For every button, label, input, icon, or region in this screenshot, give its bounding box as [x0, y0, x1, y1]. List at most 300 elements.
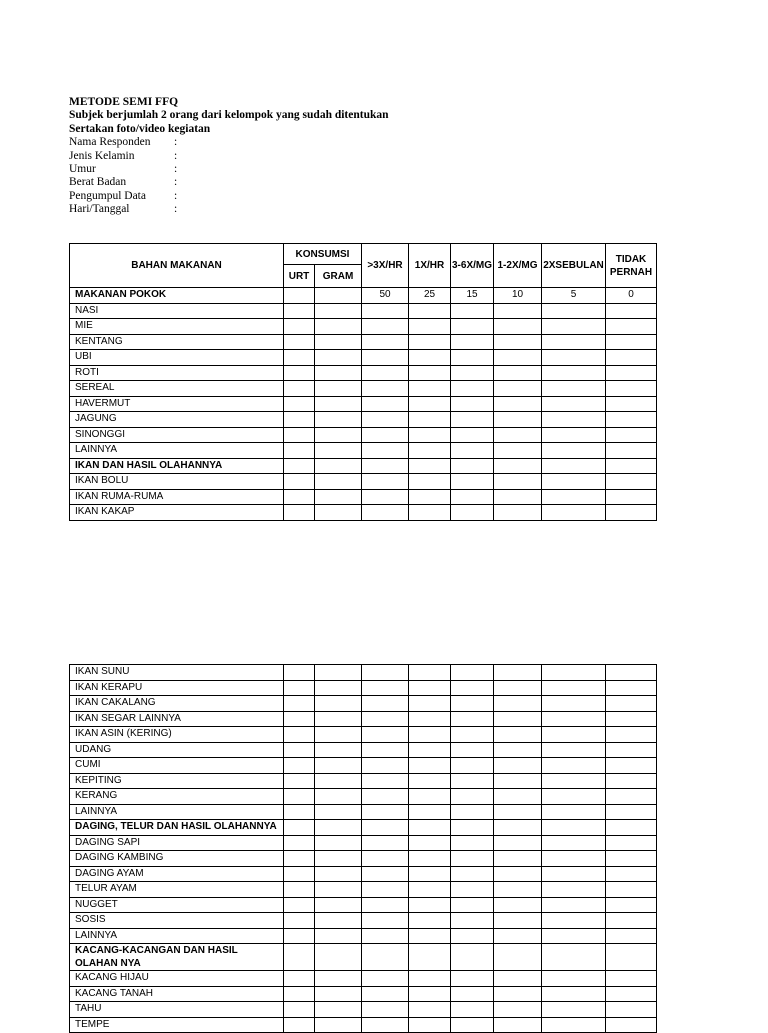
gram-cell[interactable]: [315, 443, 362, 459]
freq-1x-hr-cell[interactable]: [409, 319, 451, 335]
freq-1-2x-mg-cell[interactable]: [494, 773, 542, 789]
urt-cell[interactable]: [284, 303, 315, 319]
freq-1x-hr-cell[interactable]: [409, 474, 451, 490]
freq-1-2x-mg-cell[interactable]: [494, 866, 542, 882]
freq-1-2x-mg-cell[interactable]: [494, 820, 542, 836]
gram-cell[interactable]: [315, 288, 362, 304]
tidak-pernah-cell[interactable]: [606, 1002, 657, 1018]
freq-2x-sebulan-cell[interactable]: [542, 944, 606, 971]
urt-cell[interactable]: [284, 505, 315, 521]
urt-cell[interactable]: [284, 396, 315, 412]
freq-3x-hr-cell[interactable]: [362, 928, 409, 944]
freq-3x-hr-cell[interactable]: [362, 820, 409, 836]
urt-cell[interactable]: [284, 804, 315, 820]
freq-3-6x-mg-cell[interactable]: [451, 365, 494, 381]
freq-2x-sebulan-cell[interactable]: [542, 365, 606, 381]
freq-3-6x-mg-cell[interactable]: [451, 396, 494, 412]
urt-cell[interactable]: [284, 680, 315, 696]
freq-2x-sebulan-cell[interactable]: [542, 773, 606, 789]
freq-3x-hr-cell[interactable]: [362, 727, 409, 743]
gram-cell[interactable]: [315, 758, 362, 774]
gram-cell[interactable]: [315, 835, 362, 851]
gram-cell[interactable]: [315, 727, 362, 743]
freq-1x-hr-cell[interactable]: [409, 489, 451, 505]
freq-1-2x-mg-cell[interactable]: [494, 334, 542, 350]
urt-cell[interactable]: [284, 350, 315, 366]
freq-1x-hr-cell[interactable]: [409, 1017, 451, 1033]
ffq-table-1: [69, 243, 657, 521]
freq-3x-hr-cell[interactable]: [362, 1002, 409, 1018]
freq-2x-sebulan-cell[interactable]: [542, 727, 606, 743]
urt-cell[interactable]: [284, 1002, 315, 1018]
tidak-pernah-cell[interactable]: [606, 443, 657, 459]
tidak-pernah-cell[interactable]: [606, 727, 657, 743]
freq-1-2x-mg-cell[interactable]: [494, 986, 542, 1002]
gram-cell[interactable]: [315, 665, 362, 681]
freq-1-2x-mg-cell[interactable]: [494, 443, 542, 459]
freq-1-2x-mg-cell[interactable]: [494, 789, 542, 805]
gram-cell[interactable]: [315, 897, 362, 913]
freq-2x-sebulan-cell[interactable]: [542, 665, 606, 681]
gram-cell[interactable]: [315, 1017, 362, 1033]
tidak-pernah-cell[interactable]: [606, 820, 657, 836]
freq-3-6x-mg-cell[interactable]: [451, 986, 494, 1002]
tidak-pernah-cell[interactable]: [606, 396, 657, 412]
freq-2x-sebulan-cell[interactable]: [542, 319, 606, 335]
freq-3x-hr-cell[interactable]: [362, 350, 409, 366]
gram-cell[interactable]: [315, 789, 362, 805]
freq-3x-hr-cell[interactable]: [362, 680, 409, 696]
freq-2x-sebulan-cell[interactable]: [542, 820, 606, 836]
freq-1x-hr-cell[interactable]: [409, 696, 451, 712]
urt-cell[interactable]: [284, 944, 315, 971]
tidak-pernah-cell[interactable]: [606, 882, 657, 898]
urt-cell[interactable]: [284, 319, 315, 335]
freq-1x-hr-cell[interactable]: [409, 303, 451, 319]
freq-3x-hr-cell[interactable]: [362, 711, 409, 727]
urt-cell[interactable]: [284, 412, 315, 428]
freq-1x-hr-cell[interactable]: [409, 334, 451, 350]
freq-3x-hr-cell[interactable]: [362, 365, 409, 381]
freq-1-2x-mg-cell[interactable]: [494, 944, 542, 971]
tidak-pernah-cell[interactable]: [606, 773, 657, 789]
urt-cell[interactable]: [284, 897, 315, 913]
freq-1x-hr-cell[interactable]: [409, 789, 451, 805]
urt-cell[interactable]: [284, 458, 315, 474]
tidak-pernah-cell[interactable]: [606, 427, 657, 443]
freq-3x-hr-cell[interactable]: [362, 443, 409, 459]
tidak-pernah-cell[interactable]: [606, 412, 657, 428]
urt-cell[interactable]: [284, 866, 315, 882]
freq-3-6x-mg-cell[interactable]: [451, 427, 494, 443]
gram-cell[interactable]: [315, 851, 362, 867]
freq-1x-hr-cell[interactable]: [409, 665, 451, 681]
freq-1-2x-mg-cell[interactable]: [494, 1002, 542, 1018]
freq-1x-hr-cell[interactable]: [409, 866, 451, 882]
freq-1-2x-mg-cell[interactable]: [494, 696, 542, 712]
freq-1x-hr-cell[interactable]: [409, 851, 451, 867]
freq-3x-hr-cell[interactable]: [362, 758, 409, 774]
freq-3x-hr-cell[interactable]: [362, 381, 409, 397]
tidak-pernah-cell[interactable]: [606, 897, 657, 913]
freq-2x-sebulan-cell[interactable]: [542, 851, 606, 867]
freq-3-6x-mg-cell[interactable]: [451, 804, 494, 820]
freq-1-2x-mg-cell[interactable]: [494, 427, 542, 443]
freq-2x-sebulan-cell[interactable]: [542, 866, 606, 882]
freq-3x-hr-cell[interactable]: [362, 396, 409, 412]
freq-3-6x-mg-cell[interactable]: [451, 458, 494, 474]
freq-3x-hr-cell[interactable]: [362, 742, 409, 758]
gram-cell[interactable]: [315, 489, 362, 505]
tidak-pernah-cell[interactable]: [606, 711, 657, 727]
freq-1-2x-mg-cell[interactable]: [494, 835, 542, 851]
freq-3x-hr-cell[interactable]: [362, 458, 409, 474]
freq-3-6x-mg-cell[interactable]: [451, 820, 494, 836]
freq-3-6x-mg-cell[interactable]: [451, 696, 494, 712]
tidak-pernah-cell[interactable]: [606, 696, 657, 712]
gram-cell[interactable]: [315, 458, 362, 474]
gram-cell[interactable]: [315, 913, 362, 929]
urt-cell[interactable]: [284, 928, 315, 944]
freq-1-2x-mg-cell[interactable]: [494, 680, 542, 696]
tidak-pernah-cell[interactable]: [606, 665, 657, 681]
tidak-pernah-cell[interactable]: [606, 365, 657, 381]
freq-2x-sebulan-cell[interactable]: [542, 505, 606, 521]
tidak-pernah-cell[interactable]: [606, 944, 657, 971]
freq-3-6x-mg-cell[interactable]: [451, 319, 494, 335]
freq-1-2x-mg-cell[interactable]: [494, 412, 542, 428]
freq-1x-hr-cell[interactable]: [409, 928, 451, 944]
freq-3-6x-mg-cell[interactable]: [451, 711, 494, 727]
gram-cell[interactable]: [315, 928, 362, 944]
freq-1x-hr-cell[interactable]: [409, 882, 451, 898]
freq-1-2x-mg-cell[interactable]: [494, 319, 542, 335]
freq-3x-hr-cell[interactable]: [362, 412, 409, 428]
urt-cell[interactable]: [284, 711, 315, 727]
freq-1-2x-mg-cell[interactable]: [494, 458, 542, 474]
freq-2x-sebulan-cell[interactable]: [542, 928, 606, 944]
freq-1-2x-mg-cell[interactable]: [494, 971, 542, 987]
tidak-pernah-cell[interactable]: [606, 804, 657, 820]
freq-1x-hr-cell[interactable]: [409, 758, 451, 774]
freq-3-6x-mg-cell[interactable]: [451, 505, 494, 521]
tidak-pernah-cell[interactable]: [606, 381, 657, 397]
freq-3-6x-mg-cell[interactable]: [451, 758, 494, 774]
freq-1x-hr-cell[interactable]: [409, 913, 451, 929]
urt-cell[interactable]: [284, 381, 315, 397]
freq-1-2x-mg-cell[interactable]: [494, 804, 542, 820]
tidak-pernah-cell[interactable]: [606, 319, 657, 335]
freq-3x-hr-cell[interactable]: [362, 971, 409, 987]
gram-cell[interactable]: [315, 365, 362, 381]
gram-cell[interactable]: [315, 680, 362, 696]
gram-cell[interactable]: [315, 412, 362, 428]
freq-2x-sebulan-cell[interactable]: [542, 986, 606, 1002]
freq-1-2x-mg-cell[interactable]: [494, 381, 542, 397]
freq-3x-hr-cell[interactable]: [362, 866, 409, 882]
gram-cell[interactable]: [315, 866, 362, 882]
freq-1x-hr-cell[interactable]: [409, 835, 451, 851]
freq-2x-sebulan-cell[interactable]: [542, 971, 606, 987]
gram-cell[interactable]: [315, 350, 362, 366]
gram-cell[interactable]: [315, 742, 362, 758]
tidak-pernah-cell[interactable]: [606, 928, 657, 944]
urt-cell[interactable]: [284, 742, 315, 758]
freq-3x-hr-cell[interactable]: [362, 505, 409, 521]
gram-cell[interactable]: [315, 773, 362, 789]
freq-2x-sebulan-cell[interactable]: [542, 789, 606, 805]
freq-2x-sebulan-cell[interactable]: [542, 334, 606, 350]
freq-2x-sebulan-cell[interactable]: [542, 396, 606, 412]
urt-cell[interactable]: [284, 474, 315, 490]
tidak-pernah-cell[interactable]: [606, 680, 657, 696]
freq-2x-sebulan-cell[interactable]: [542, 458, 606, 474]
freq-1-2x-mg-cell[interactable]: [494, 505, 542, 521]
freq-2x-sebulan-cell[interactable]: [542, 882, 606, 898]
freq-1x-hr-cell[interactable]: [409, 443, 451, 459]
freq-3x-hr-cell[interactable]: [362, 334, 409, 350]
freq-3-6x-mg-cell[interactable]: [451, 1002, 494, 1018]
freq-1x-hr-cell[interactable]: [409, 350, 451, 366]
freq-3-6x-mg-cell[interactable]: [451, 835, 494, 851]
tidak-pernah-cell[interactable]: [606, 474, 657, 490]
urt-cell[interactable]: [284, 1017, 315, 1033]
freq-2x-sebulan-cell[interactable]: [542, 711, 606, 727]
freq-3x-hr-cell[interactable]: [362, 773, 409, 789]
gram-cell[interactable]: [315, 711, 362, 727]
freq-1-2x-mg-cell[interactable]: [494, 474, 542, 490]
freq-3x-hr-cell[interactable]: [362, 986, 409, 1002]
freq-3-6x-mg-cell[interactable]: [451, 443, 494, 459]
tidak-pernah-cell[interactable]: [606, 851, 657, 867]
tidak-pernah-cell[interactable]: [606, 835, 657, 851]
freq-1-2x-mg-cell[interactable]: [494, 913, 542, 929]
freq-3x-hr-cell[interactable]: [362, 897, 409, 913]
freq-1-2x-mg-cell[interactable]: [494, 665, 542, 681]
tidak-pernah-cell[interactable]: [606, 742, 657, 758]
gram-cell[interactable]: [315, 1002, 362, 1018]
freq-1x-hr-cell[interactable]: [409, 897, 451, 913]
urt-cell[interactable]: [284, 334, 315, 350]
freq-3-6x-mg-cell[interactable]: [451, 474, 494, 490]
freq-3x-hr-cell[interactable]: [362, 1017, 409, 1033]
tidak-pernah-cell[interactable]: [606, 303, 657, 319]
freq-3-6x-mg-cell[interactable]: [451, 334, 494, 350]
urt-cell[interactable]: [284, 727, 315, 743]
freq-3-6x-mg-cell[interactable]: [451, 665, 494, 681]
urt-cell[interactable]: [284, 882, 315, 898]
freq-3-6x-mg-cell[interactable]: [451, 882, 494, 898]
urt-cell[interactable]: [284, 427, 315, 443]
freq-3-6x-mg-cell[interactable]: [451, 773, 494, 789]
respondent-field: [69, 150, 389, 163]
gram-cell[interactable]: [315, 971, 362, 987]
freq-2x-sebulan-cell[interactable]: [542, 835, 606, 851]
freq-1-2x-mg-cell[interactable]: [494, 396, 542, 412]
gram-cell[interactable]: [315, 986, 362, 1002]
freq-1-2x-mg-cell[interactable]: [494, 1017, 542, 1033]
freq-1x-hr-cell[interactable]: [409, 680, 451, 696]
freq-3-6x-mg-cell[interactable]: [451, 742, 494, 758]
freq-2x-sebulan-cell[interactable]: [542, 427, 606, 443]
tidak-pernah-cell[interactable]: [606, 458, 657, 474]
freq-1x-hr-cell[interactable]: [409, 804, 451, 820]
tidak-pernah-cell[interactable]: [606, 505, 657, 521]
freq-1x-hr-cell[interactable]: [409, 971, 451, 987]
freq-1-2x-mg-cell[interactable]: [494, 303, 542, 319]
gram-cell[interactable]: [315, 505, 362, 521]
freq-3x-hr-cell[interactable]: [362, 696, 409, 712]
freq-1x-hr-cell[interactable]: [409, 505, 451, 521]
freq-2x-sebulan-cell[interactable]: [542, 474, 606, 490]
freq-3x-hr-cell[interactable]: [362, 913, 409, 929]
freq-3x-hr-cell[interactable]: [362, 319, 409, 335]
freq-2x-sebulan-cell[interactable]: [542, 1002, 606, 1018]
freq-3-6x-mg-cell[interactable]: [451, 381, 494, 397]
freq-1x-hr-cell[interactable]: [409, 944, 451, 971]
freq-1x-hr-cell[interactable]: [409, 711, 451, 727]
tidak-pernah-cell[interactable]: [606, 913, 657, 929]
freq-1-2x-mg-cell[interactable]: [494, 851, 542, 867]
freq-3-6x-mg-cell[interactable]: [451, 851, 494, 867]
freq-3-6x-mg-cell[interactable]: [451, 928, 494, 944]
freq-1x-hr-cell[interactable]: [409, 396, 451, 412]
urt-cell[interactable]: [284, 913, 315, 929]
freq-3-6x-mg-cell[interactable]: [451, 489, 494, 505]
freq-1-2x-mg-cell[interactable]: [494, 928, 542, 944]
tidak-pernah-cell[interactable]: [606, 350, 657, 366]
freq-1x-hr-cell[interactable]: [409, 458, 451, 474]
urt-cell[interactable]: [284, 665, 315, 681]
urt-cell[interactable]: [284, 820, 315, 836]
gram-cell[interactable]: [315, 427, 362, 443]
freq-2x-sebulan-cell[interactable]: [542, 303, 606, 319]
freq-1x-hr-cell[interactable]: [409, 1002, 451, 1018]
freq-1-2x-mg-cell[interactable]: [494, 489, 542, 505]
gram-cell[interactable]: [315, 474, 362, 490]
gram-cell[interactable]: [315, 303, 362, 319]
freq-3-6x-mg-cell[interactable]: [451, 680, 494, 696]
urt-cell[interactable]: [284, 288, 315, 304]
tidak-pernah-cell[interactable]: [606, 334, 657, 350]
freq-3x-hr-cell[interactable]: [362, 804, 409, 820]
urt-cell[interactable]: [284, 971, 315, 987]
freq-1x-hr-cell[interactable]: [409, 427, 451, 443]
freq-1-2x-mg-cell[interactable]: [494, 727, 542, 743]
tidak-pernah-cell[interactable]: [606, 489, 657, 505]
freq-1x-hr-cell[interactable]: [409, 742, 451, 758]
urt-cell[interactable]: [284, 489, 315, 505]
urt-cell[interactable]: [284, 365, 315, 381]
freq-1x-hr-cell[interactable]: [409, 412, 451, 428]
gram-cell[interactable]: [315, 334, 362, 350]
freq-1x-hr-cell[interactable]: [409, 381, 451, 397]
freq-2x-sebulan-cell[interactable]: [542, 680, 606, 696]
freq-3x-hr-cell[interactable]: [362, 882, 409, 898]
freq-3-6x-mg-cell[interactable]: [451, 897, 494, 913]
tidak-pernah-cell[interactable]: [606, 986, 657, 1002]
urt-cell[interactable]: [284, 443, 315, 459]
freq-3x-hr-cell[interactable]: [362, 851, 409, 867]
freq-3-6x-mg-cell[interactable]: [451, 789, 494, 805]
freq-2x-sebulan-cell[interactable]: [542, 381, 606, 397]
freq-3x-hr-cell[interactable]: [362, 789, 409, 805]
freq-1-2x-mg-cell[interactable]: [494, 882, 542, 898]
freq-2x-sebulan-cell[interactable]: [542, 913, 606, 929]
freq-3x-hr-cell[interactable]: [362, 835, 409, 851]
freq-2x-sebulan-cell[interactable]: [542, 758, 606, 774]
urt-cell[interactable]: [284, 758, 315, 774]
freq-1-2x-mg-cell[interactable]: [494, 758, 542, 774]
urt-cell[interactable]: [284, 773, 315, 789]
freq-3-6x-mg-cell[interactable]: [451, 350, 494, 366]
freq-1x-hr-cell[interactable]: [409, 365, 451, 381]
freq-3-6x-mg-cell[interactable]: [451, 913, 494, 929]
tidak-pernah-cell[interactable]: [606, 758, 657, 774]
freq-3-6x-mg-cell[interactable]: [451, 1017, 494, 1033]
tidak-pernah-cell[interactable]: [606, 1017, 657, 1033]
freq-2x-sebulan-cell[interactable]: [542, 696, 606, 712]
freq-3-6x-mg-cell[interactable]: [451, 727, 494, 743]
freq-1x-hr-cell[interactable]: [409, 986, 451, 1002]
freq-2x-sebulan-cell[interactable]: [542, 804, 606, 820]
tidak-pernah-cell[interactable]: [606, 971, 657, 987]
freq-3x-hr-cell[interactable]: [362, 944, 409, 971]
gram-cell[interactable]: [315, 882, 362, 898]
tidak-pernah-cell[interactable]: [606, 866, 657, 882]
freq-2x-sebulan-cell[interactable]: [542, 897, 606, 913]
freq-3x-hr-cell[interactable]: [362, 489, 409, 505]
freq-2x-sebulan-cell[interactable]: [542, 1017, 606, 1033]
freq-1-2x-mg-cell[interactable]: [494, 365, 542, 381]
freq-3-6x-mg-cell[interactable]: [451, 412, 494, 428]
freq-2x-sebulan-cell[interactable]: [542, 489, 606, 505]
gram-cell[interactable]: [315, 944, 362, 971]
urt-cell[interactable]: [284, 851, 315, 867]
gram-cell[interactable]: [315, 696, 362, 712]
freq-3x-hr-cell[interactable]: [362, 474, 409, 490]
freq-1x-hr-cell[interactable]: [409, 773, 451, 789]
urt-cell[interactable]: [284, 789, 315, 805]
urt-cell[interactable]: [284, 835, 315, 851]
urt-cell[interactable]: [284, 696, 315, 712]
freq-2x-sebulan-cell[interactable]: [542, 742, 606, 758]
freq-1x-hr-cell[interactable]: [409, 727, 451, 743]
gram-cell[interactable]: [315, 381, 362, 397]
gram-cell[interactable]: [315, 820, 362, 836]
freq-3-6x-mg-cell[interactable]: [451, 944, 494, 971]
urt-cell[interactable]: [284, 986, 315, 1002]
gram-cell[interactable]: [315, 804, 362, 820]
freq-3-6x-mg-cell[interactable]: [451, 971, 494, 987]
freq-3-6x-mg-cell[interactable]: [451, 866, 494, 882]
freq-1x-hr-cell[interactable]: [409, 820, 451, 836]
freq-1-2x-mg-cell[interactable]: [494, 711, 542, 727]
freq-3-6x-mg-cell[interactable]: [451, 303, 494, 319]
freq-1-2x-mg-cell[interactable]: [494, 897, 542, 913]
freq-2x-sebulan-cell[interactable]: [542, 443, 606, 459]
gram-cell[interactable]: [315, 396, 362, 412]
freq-2x-sebulan-cell[interactable]: [542, 412, 606, 428]
gram-cell[interactable]: [315, 319, 362, 335]
tidak-pernah-cell[interactable]: [606, 789, 657, 805]
freq-3x-hr-cell[interactable]: [362, 303, 409, 319]
freq-2x-sebulan-cell[interactable]: [542, 350, 606, 366]
freq-3x-hr-cell[interactable]: [362, 427, 409, 443]
freq-1-2x-mg-cell[interactable]: [494, 350, 542, 366]
freq-1-2x-mg-cell[interactable]: [494, 742, 542, 758]
freq-3x-hr-cell[interactable]: [362, 665, 409, 681]
